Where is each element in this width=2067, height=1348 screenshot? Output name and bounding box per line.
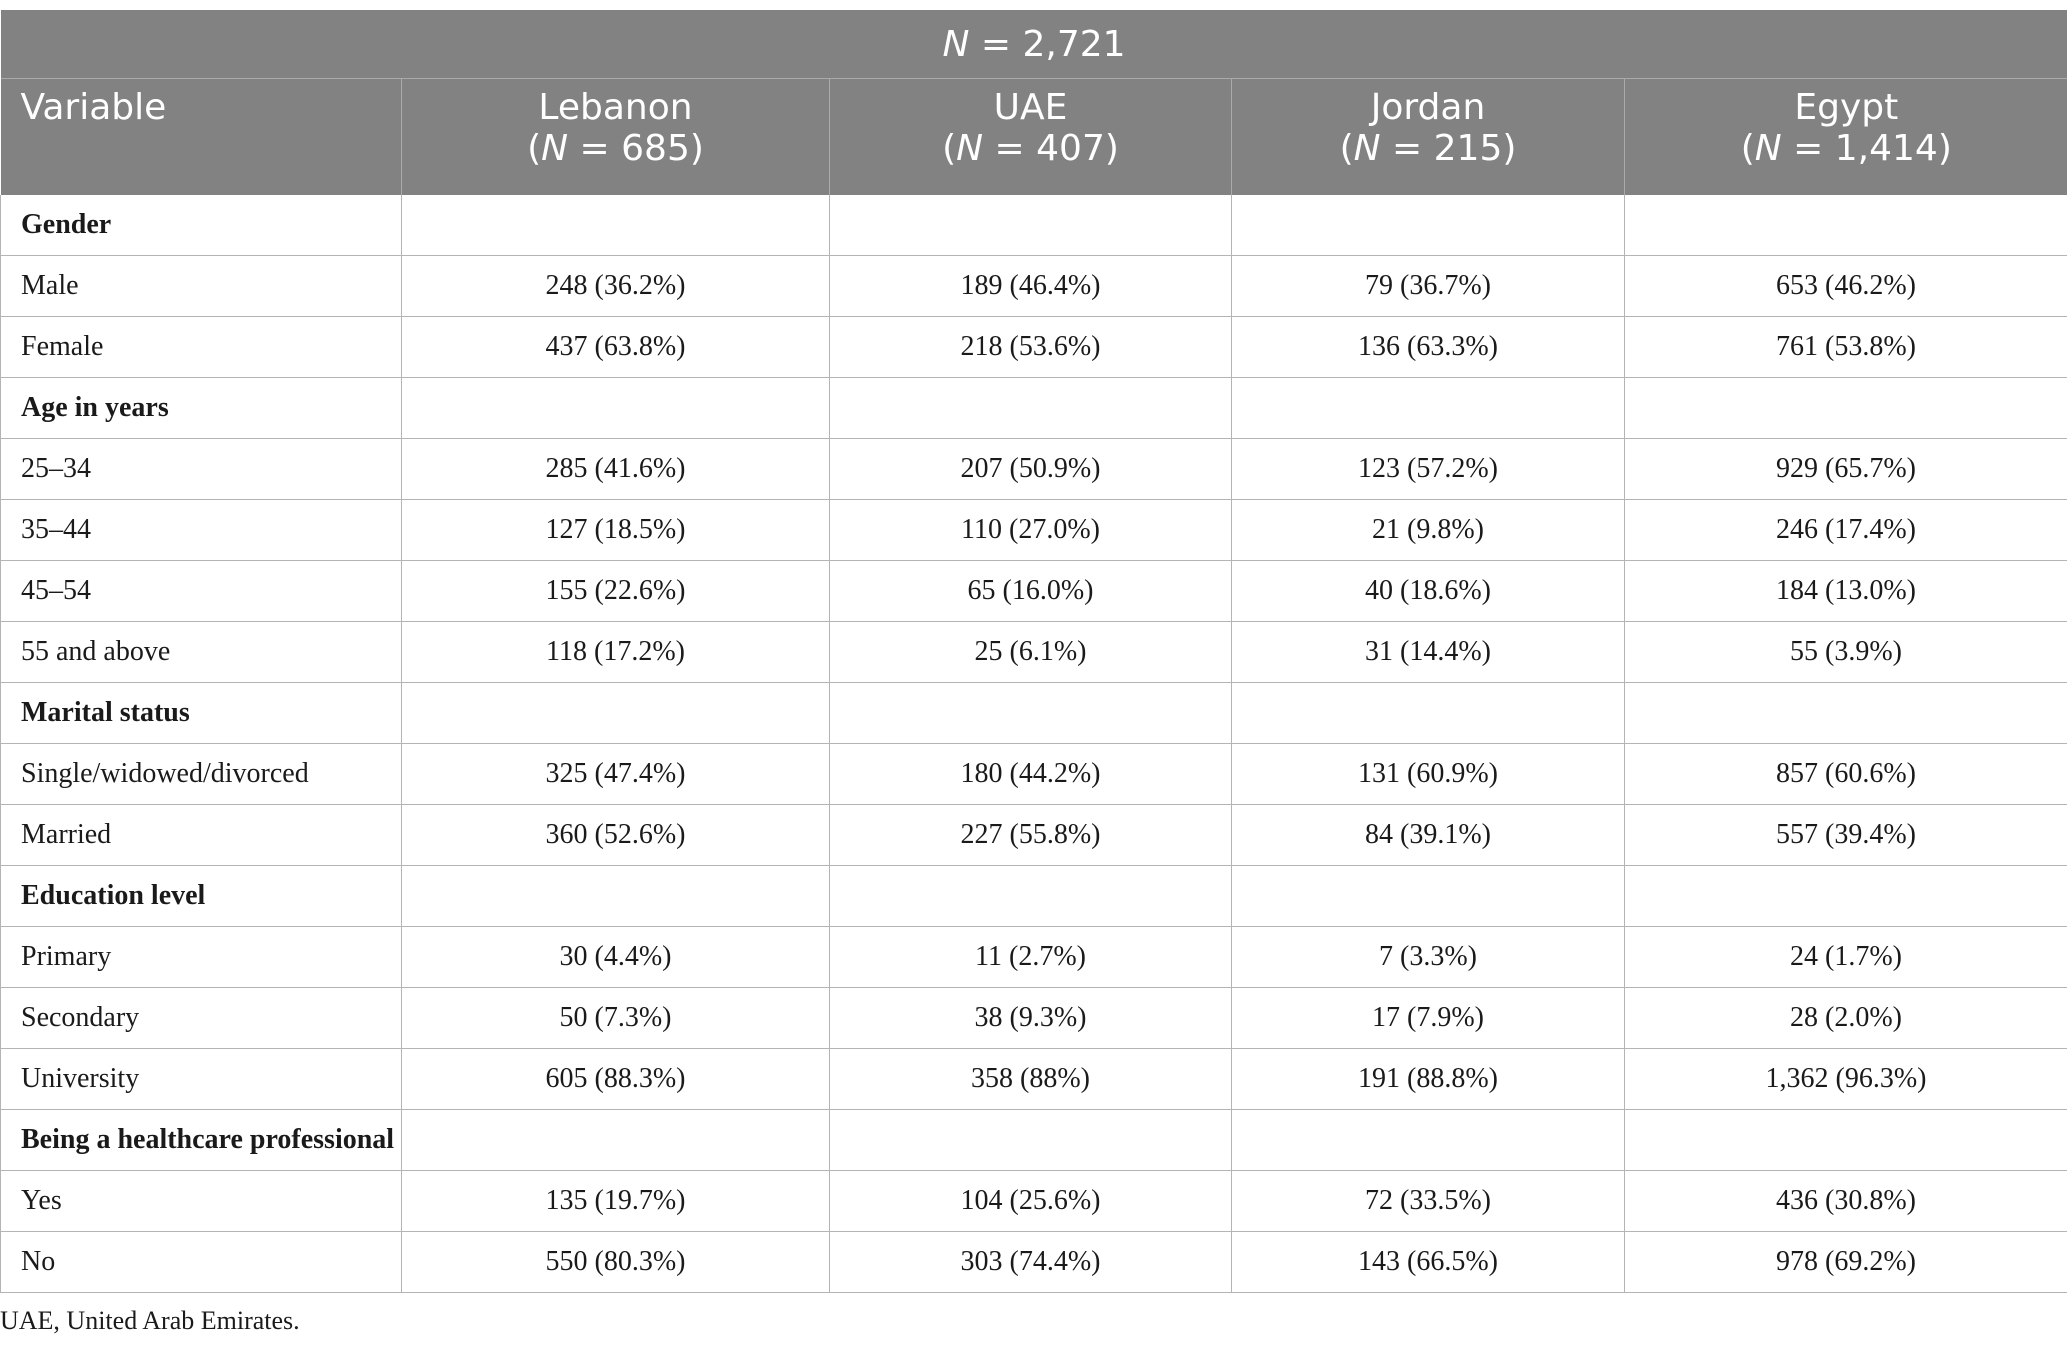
table-cell	[830, 1110, 1232, 1171]
table-cell	[1232, 1110, 1625, 1171]
column-header-lebanon	[402, 79, 830, 196]
sample-size-value: = 215	[1380, 128, 1503, 169]
column-header-label: Egypt	[1794, 87, 1899, 128]
section-header-row	[1, 378, 2067, 439]
table-cell: 155 (22.6%)	[402, 561, 830, 622]
table-cell: 325 (47.4%)	[402, 744, 830, 805]
table-row	[1, 988, 2067, 1049]
row-label: Primary	[1, 927, 402, 988]
table-cell: 358 (88%)	[830, 1049, 1232, 1110]
n-symbol: N	[956, 128, 984, 169]
section-header-row	[1, 1110, 2067, 1171]
table-cell: 857 (60.6%)	[1625, 744, 2067, 805]
table-cell: 303 (74.4%)	[830, 1232, 1232, 1293]
data-table-container	[0, 10, 2067, 1293]
table-cell	[830, 195, 1232, 256]
table-cell: 72 (33.5%)	[1232, 1171, 1625, 1232]
sample-size-value: = 1,414	[1781, 128, 1938, 169]
table-cell: 761 (53.8%)	[1625, 317, 2067, 378]
row-label: Secondary	[1, 988, 402, 1049]
column-header-label: Jordan	[1370, 87, 1486, 128]
table-row	[1, 317, 2067, 378]
table-cell: 136 (63.3%)	[1232, 317, 1625, 378]
table-footnote: UAE, United Arab Emirates.	[0, 1306, 300, 1335]
total-sample-header-row	[1, 10, 2067, 79]
table-cell: 207 (50.9%)	[830, 439, 1232, 500]
table-cell: 123 (57.2%)	[1232, 439, 1625, 500]
table-cell: 110 (27.0%)	[830, 500, 1232, 561]
table-cell: 24 (1.7%)	[1625, 927, 2067, 988]
table-cell: 17 (7.9%)	[1232, 988, 1625, 1049]
table-cell: 135 (19.7%)	[402, 1171, 830, 1232]
column-header-label: Lebanon	[538, 87, 693, 128]
section-label: Marital status	[1, 683, 402, 744]
table-cell	[1625, 1110, 2067, 1171]
table-cell: 437 (63.8%)	[402, 317, 830, 378]
table-cell	[1625, 683, 2067, 744]
table-row	[1, 1049, 2067, 1110]
column-header-sample-size: (N = 1,414)	[1740, 128, 1952, 169]
table-cell	[1232, 866, 1625, 927]
table-cell: 25 (6.1%)	[830, 622, 1232, 683]
table-cell: 30 (4.4%)	[402, 927, 830, 988]
table-cell: 40 (18.6%)	[1232, 561, 1625, 622]
table-row	[1, 500, 2067, 561]
table-cell: 118 (17.2%)	[402, 622, 830, 683]
table-cell: 653 (46.2%)	[1625, 256, 2067, 317]
table-cell: 79 (36.7%)	[1232, 256, 1625, 317]
table-row	[1, 1171, 2067, 1232]
table-cell: 55 (3.9%)	[1625, 622, 2067, 683]
table-cell	[1232, 378, 1625, 439]
sample-size-value: = 685	[568, 128, 690, 169]
table-cell	[1232, 683, 1625, 744]
section-label: Gender	[1, 195, 402, 256]
section-header-row	[1, 195, 2067, 256]
table-cell: 227 (55.8%)	[830, 805, 1232, 866]
table-cell: 50 (7.3%)	[402, 988, 830, 1049]
table-cell: 1,362 (96.3%)	[1625, 1049, 2067, 1110]
row-label: Married	[1, 805, 402, 866]
section-header-row	[1, 683, 2067, 744]
table-row	[1, 744, 2067, 805]
row-label: Yes	[1, 1171, 402, 1232]
table-cell	[1625, 378, 2067, 439]
section-label: Being a healthcare professional	[1, 1110, 402, 1171]
table-cell: 436 (30.8%)	[1625, 1171, 2067, 1232]
table-cell: 557 (39.4%)	[1625, 805, 2067, 866]
table-cell	[830, 378, 1232, 439]
total-sample-header	[1, 10, 2067, 79]
table-cell: 978 (69.2%)	[1625, 1232, 2067, 1293]
table-cell: 38 (9.3%)	[830, 988, 1232, 1049]
table-cell: 31 (14.4%)	[1232, 622, 1625, 683]
table-cell: 65 (16.0%)	[830, 561, 1232, 622]
row-label: No	[1, 1232, 402, 1293]
table-cell: 180 (44.2%)	[830, 744, 1232, 805]
table-row	[1, 256, 2067, 317]
table-cell: 929 (65.7%)	[1625, 439, 2067, 500]
row-label: Female	[1, 317, 402, 378]
table-cell: 11 (2.7%)	[830, 927, 1232, 988]
table-cell: 104 (25.6%)	[830, 1171, 1232, 1232]
section-header-row	[1, 866, 2067, 927]
table-cell: 28 (2.0%)	[1625, 988, 2067, 1049]
column-header-jordan	[1232, 79, 1625, 196]
table-cell: 360 (52.6%)	[402, 805, 830, 866]
section-label: Age in years	[1, 378, 402, 439]
table-cell: 21 (9.8%)	[1232, 500, 1625, 561]
table-cell: 605 (88.3%)	[402, 1049, 830, 1110]
row-label: 35–44	[1, 500, 402, 561]
column-header-sample-size: (N = 685)	[527, 128, 704, 169]
table-cell	[402, 1110, 830, 1171]
table-row	[1, 561, 2067, 622]
total-sample-value: = 2,721	[969, 23, 1126, 65]
column-header-label: UAE	[993, 87, 1068, 128]
demographics-table	[0, 10, 2067, 1293]
row-label: 45–54	[1, 561, 402, 622]
row-label: Male	[1, 256, 402, 317]
n-symbol: N	[1353, 128, 1381, 169]
table-row	[1, 805, 2067, 866]
table-cell: 84 (39.1%)	[1232, 805, 1625, 866]
n-symbol: N	[541, 128, 569, 169]
column-header-sample-size: (N = 215)	[1339, 128, 1517, 169]
table-cell: 285 (41.6%)	[402, 439, 830, 500]
table-cell: 143 (66.5%)	[1232, 1232, 1625, 1293]
column-header-variable: Variable	[1, 79, 402, 196]
row-label: 55 and above	[1, 622, 402, 683]
table-body	[1, 195, 2067, 1293]
table-cell	[402, 683, 830, 744]
column-header-uae	[830, 79, 1232, 196]
table-cell: 191 (88.8%)	[1232, 1049, 1625, 1110]
table-cell	[830, 683, 1232, 744]
table-cell	[1625, 866, 2067, 927]
table-cell: 248 (36.2%)	[402, 256, 830, 317]
row-label: 25–34	[1, 439, 402, 500]
table-cell	[1625, 195, 2067, 256]
n-symbol: N	[1754, 128, 1782, 169]
table-row	[1, 927, 2067, 988]
table-cell: 127 (18.5%)	[402, 500, 830, 561]
n-symbol: N	[942, 23, 970, 65]
table-cell: 184 (13.0%)	[1625, 561, 2067, 622]
table-cell	[830, 866, 1232, 927]
row-label: Single/widowed/divorced	[1, 744, 402, 805]
table-cell: 189 (46.4%)	[830, 256, 1232, 317]
column-header-egypt	[1625, 79, 2067, 196]
table-cell: 131 (60.9%)	[1232, 744, 1625, 805]
section-label: Education level	[1, 866, 402, 927]
row-label: University	[1, 1049, 402, 1110]
table-row	[1, 622, 2067, 683]
table-cell: 218 (53.6%)	[830, 317, 1232, 378]
table-cell	[402, 378, 830, 439]
table-cell: 246 (17.4%)	[1625, 500, 2067, 561]
column-header-row	[1, 79, 2067, 196]
table-row	[1, 439, 2067, 500]
table-cell	[402, 866, 830, 927]
table-row	[1, 1232, 2067, 1293]
table-cell	[402, 195, 830, 256]
table-cell: 550 (80.3%)	[402, 1232, 830, 1293]
table-cell: 7 (3.3%)	[1232, 927, 1625, 988]
sample-size-value: = 407	[983, 128, 1105, 169]
column-header-sample-size: (N = 407)	[942, 128, 1119, 169]
table-cell	[1232, 195, 1625, 256]
